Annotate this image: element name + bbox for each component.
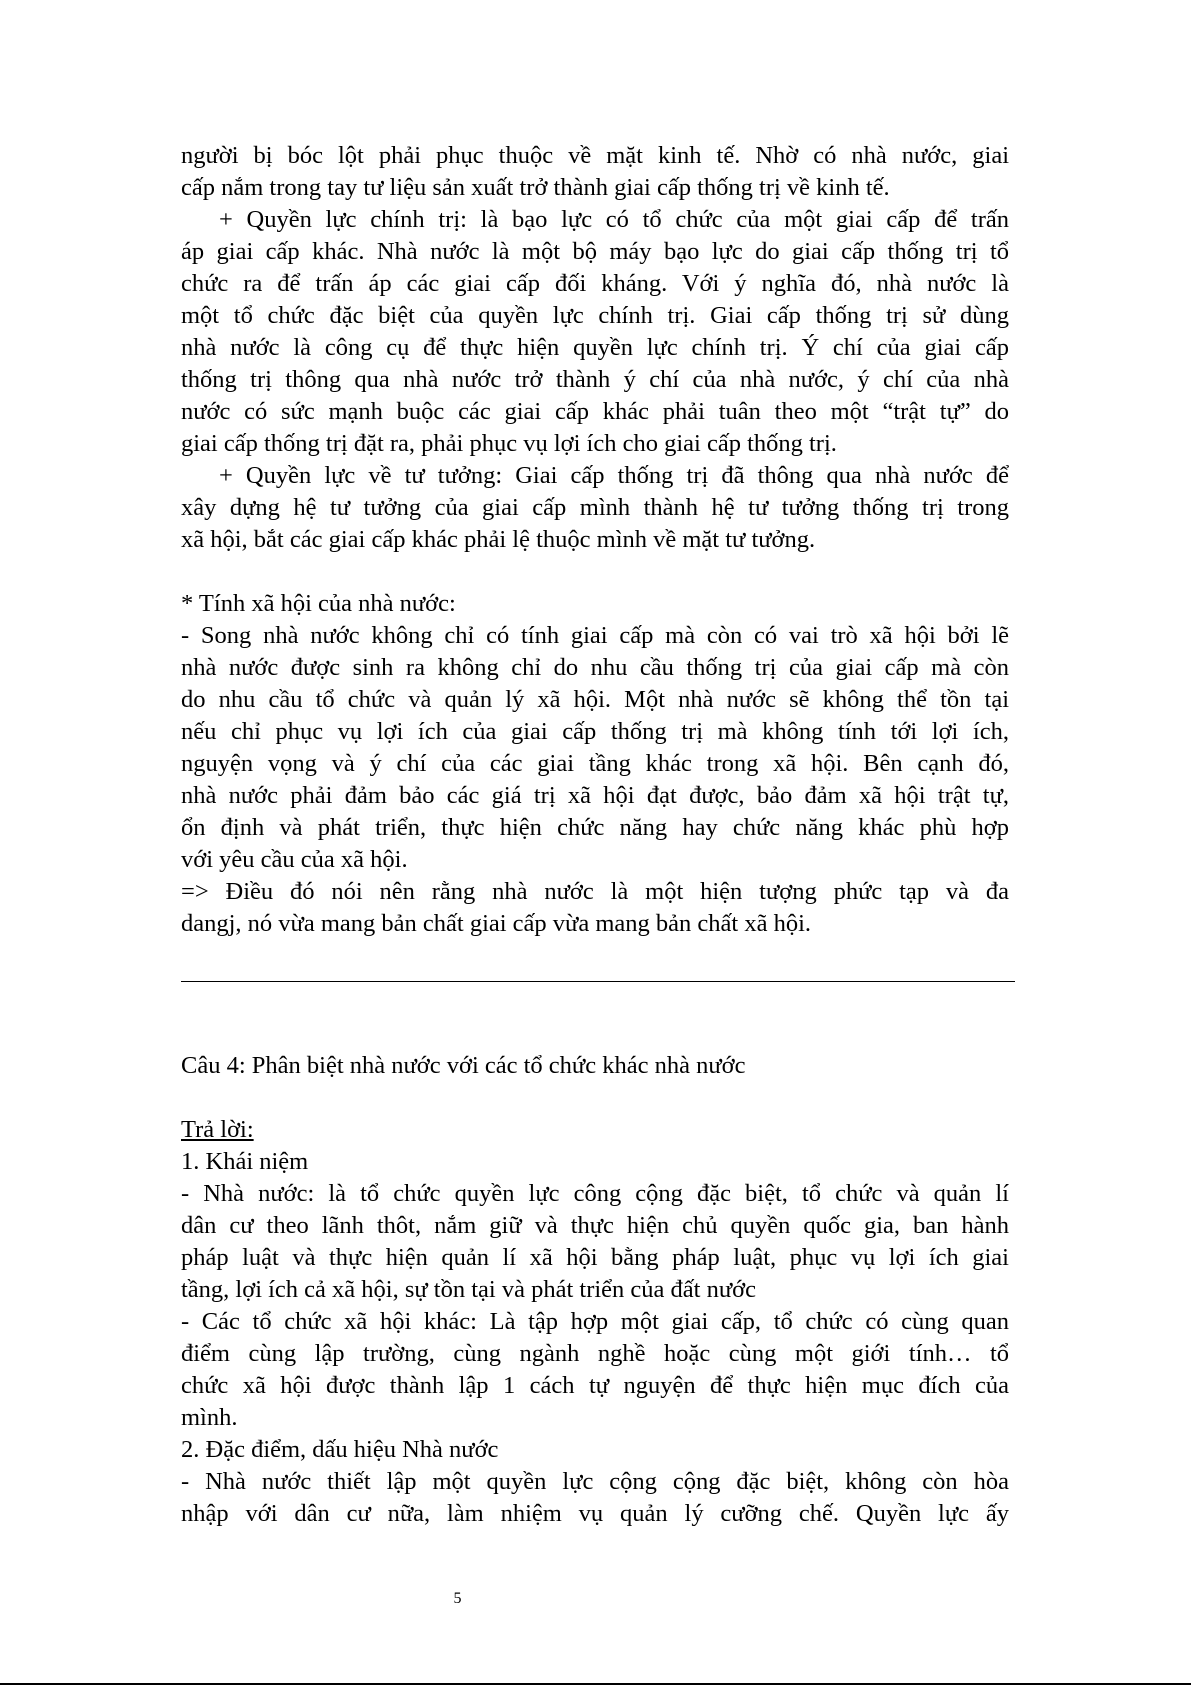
answer-label: Trả lời:	[181, 1116, 254, 1143]
social-section-heading: * Tính xã hội của nhà nước:	[181, 590, 456, 617]
text-line: dân cư theo lãnh thôt, nắm giữ và thực hiện chủ quyền quốc gia, ban hành	[181, 1212, 1009, 1239]
text-line: - Nhà nước: là tổ chức quyền lực công cộng đặc biệt, tổ chức và quản lí	[181, 1180, 1009, 1207]
text-line: áp giai cấp khác. Nhà nước là một bộ máy bạo lực do giai cấp thống trị tổ	[181, 238, 1009, 265]
text-line: nhà nước phải đảm bảo các giá trị xã hội đạt được, bảo đảm xã hội trật tự,	[181, 782, 1009, 809]
text-line: chức ra để trấn áp các giai cấp đối kháng. Với ý nghĩa đó, nhà nước là	[181, 270, 1009, 297]
text-line: nước có sức mạnh buộc các giai cấp khác phải tuân theo một “trật tự” do	[181, 398, 1009, 425]
text-line: mình.	[181, 1404, 238, 1431]
text-line: người bị bóc lột phải phục thuộc về mặt kinh tế. Nhờ có nhà nước, giai	[181, 142, 1009, 169]
text-line: điểm cùng lập trường, cùng ngành nghề hoặc cùng một giới tính… tổ	[181, 1340, 1009, 1367]
text-line: => Điều đó nói nên rằng nhà nước là một hiện tượng phức tạp và đa	[181, 878, 1009, 905]
text-line: 2. Đặc điểm, dấu hiệu Nhà nước	[181, 1436, 499, 1463]
text-line: - Các tổ chức xã hội khác: Là tập hợp một giai cấp, tổ chức có cùng quan	[181, 1308, 1009, 1335]
text-line: pháp luật và thực hiện quản lí xã hội bằng pháp luật, phục vụ lợi ích giai	[181, 1244, 1009, 1271]
text-line: nhà nước được sinh ra không chỉ do nhu cầu thống trị của giai cấp mà còn	[181, 654, 1009, 681]
state-power-section	[181, 140, 1009, 556]
text-line: nếu chỉ phục vụ lợi ích của giai cấp thống trị mà không tính tới lợi ích,	[181, 718, 1009, 745]
text-line: giai cấp thống trị đặt ra, phải phục vụ lợi ích cho giai cấp thống trị.	[181, 430, 837, 457]
text-line: - Song nhà nước không chỉ có tính giai cấp mà còn có vai trò xã hội bởi lẽ	[181, 622, 1009, 649]
paragraph-gap	[181, 1082, 1009, 1114]
document-body	[181, 140, 1009, 940]
text-line: tầng, lợi ích cả xã hội, sự tồn tại và phát triển của đất nước	[181, 1276, 756, 1303]
text-line: cấp nắm trong tay tư liệu sản xuất trở thành giai cấp thống trị về kinh tế.	[181, 174, 890, 201]
text-line: thống trị thông qua nhà nước trở thành ý chí của nhà nước, ý chí của nhà	[181, 366, 1009, 393]
text-line: xây dựng hệ tư tưởng của giai cấp mình thành hệ tư tưởng thống trị trong	[181, 494, 1009, 521]
text-line: nguyện vọng và ý chí của các giai tầng khác trong xã hội. Bên cạnh đó,	[181, 750, 1009, 777]
text-line: xã hội, bắt các giai cấp khác phải lệ thuộc mình về mặt tư tưởng.	[181, 526, 816, 553]
question-4-section	[181, 1050, 1009, 1530]
text-line: ổn định và phát triển, thực hiện chức năng hay chức năng khác phù hợp	[181, 814, 1009, 841]
social-nature-section	[181, 620, 1009, 940]
page-number: 5	[453, 1590, 462, 1607]
answer-body	[181, 1146, 1009, 1530]
text-line: + Quyền lực về tư tưởng: Giai cấp thống trị đã thông qua nhà nước để	[219, 462, 1009, 489]
section-divider	[181, 981, 1015, 982]
text-line: nhập với dân cư nữa, làm nhiệm vụ quản lý cưỡng chế. Quyền lực ấy	[181, 1500, 1009, 1527]
text-line: với yêu cầu của xã hội.	[181, 846, 408, 873]
text-line: 1. Khái niệm	[181, 1148, 309, 1175]
text-line: + Quyền lực chính trị: là bạo lực có tổ chức của một giai cấp để trấn	[219, 206, 1009, 233]
text-line: chức xã hội được thành lập 1 cách tự nguyện để thực hiện mục đích của	[181, 1372, 1009, 1399]
text-line: nhà nước là công cụ để thực hiện quyền lực chính trị. Ý chí của giai cấp	[181, 334, 1009, 361]
text-line: một tổ chức đặc biệt của quyền lực chính trị. Giai cấp thống trị sử dùng	[181, 302, 1009, 329]
text-line: - Nhà nước thiết lập một quyền lực cộng cộng đặc biệt, không còn hòa	[181, 1468, 1009, 1495]
paragraph-gap	[181, 556, 1009, 588]
text-line: dangj, nó vừa mang bản chất giai cấp vừa mang bản chất xã hội.	[181, 910, 812, 937]
text-line: do nhu cầu tổ chức và quản lý xã hội. Một nhà nước sẽ không thể tồn tại	[181, 686, 1009, 713]
question-title: Câu 4: Phân biệt nhà nước với các tổ chức khác nhà nước	[181, 1052, 746, 1079]
